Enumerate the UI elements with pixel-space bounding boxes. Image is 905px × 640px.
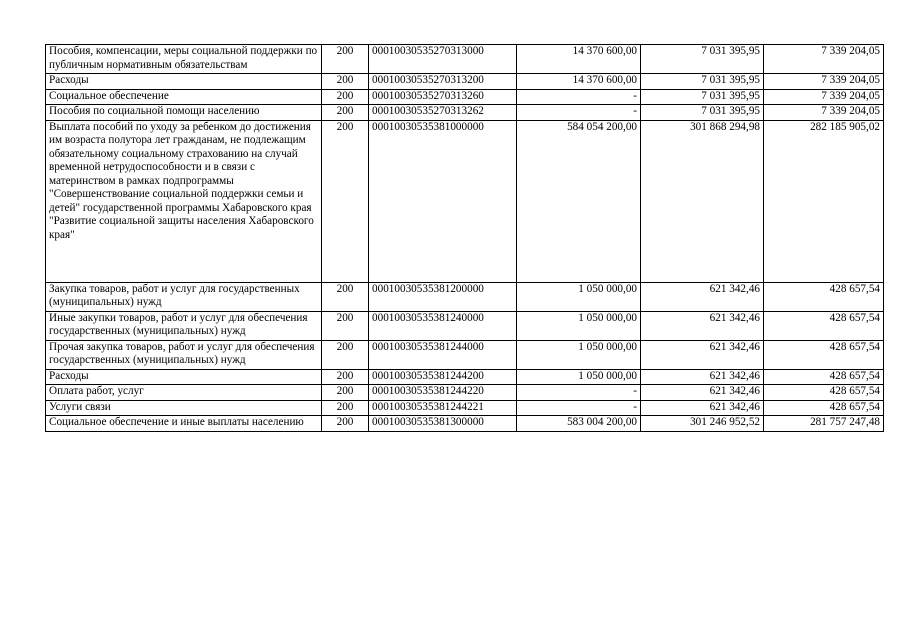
row-name: Расходы: [46, 369, 322, 385]
row-remaining: 428 657,54: [764, 385, 884, 401]
row-approved: -: [517, 105, 641, 121]
row-name: Закупка товаров, работ и услуг для государственных (муниципальных) нужд: [46, 282, 322, 311]
row-executed: 7 031 395,95: [641, 89, 764, 105]
row-approved: 1 050 000,00: [517, 311, 641, 340]
row-approved: 14 370 600,00: [517, 45, 641, 74]
row-name: Расходы: [46, 74, 322, 90]
row-kbk: 00010030535381244200: [369, 369, 517, 385]
row-approved: 583 004 200,00: [517, 416, 641, 432]
table-row: [46, 282, 884, 311]
row-executed: 301 246 952,52: [641, 416, 764, 432]
row-kbk: 00010030535270313260: [369, 89, 517, 105]
row-name: Социальное обеспечение: [46, 89, 322, 105]
row-executed: 621 342,46: [641, 400, 764, 416]
row-name: Иные закупки товаров, работ и услуг для обеспечения государственных (муниципальных) нужд: [46, 311, 322, 340]
row-approved: -: [517, 89, 641, 105]
row-remaining: 281 757 247,48: [764, 416, 884, 432]
row-code: 200: [322, 89, 369, 105]
row-executed: 7 031 395,95: [641, 45, 764, 74]
row-approved: 1 050 000,00: [517, 340, 641, 369]
row-kbk: 00010030535270313200: [369, 74, 517, 90]
row-code: 200: [322, 400, 369, 416]
table-row: [46, 311, 884, 340]
row-code: 200: [322, 369, 369, 385]
row-executed: 7 031 395,95: [641, 105, 764, 121]
row-name: Выплата пособий по уходу за ребенком до достижения им возраста полутора лет гражданам, не подлежащим обязательному социальному страхованию на случай временной нетрудоспособности и в связи с материнством в рамках подпрограммы "Совершенствование социальной поддержки семьи и детей" государственной программы Хабаровского края "Развитие социальной защиты населения Хабаровского края": [46, 120, 322, 282]
row-code: 200: [322, 74, 369, 90]
table-row: [46, 416, 884, 432]
table-row: [46, 45, 884, 74]
row-approved: 1 050 000,00: [517, 369, 641, 385]
budget-execution-table: [45, 44, 884, 432]
row-remaining: 7 339 204,05: [764, 89, 884, 105]
table-row: [46, 385, 884, 401]
row-executed: 621 342,46: [641, 282, 764, 311]
table-row: [46, 105, 884, 121]
row-executed: 621 342,46: [641, 340, 764, 369]
row-remaining: 7 339 204,05: [764, 74, 884, 90]
row-executed: 621 342,46: [641, 369, 764, 385]
row-code: 200: [322, 45, 369, 74]
row-code: 200: [322, 282, 369, 311]
row-code: 200: [322, 416, 369, 432]
row-approved: 1 050 000,00: [517, 282, 641, 311]
row-kbk: 00010030535381244221: [369, 400, 517, 416]
row-name: Оплата работ, услуг: [46, 385, 322, 401]
table-row: [46, 340, 884, 369]
row-remaining: 428 657,54: [764, 282, 884, 311]
row-remaining: 428 657,54: [764, 311, 884, 340]
row-code: 200: [322, 311, 369, 340]
row-approved: 584 054 200,00: [517, 120, 641, 282]
table-row: [46, 120, 884, 282]
row-executed: 621 342,46: [641, 311, 764, 340]
row-code: 200: [322, 120, 369, 282]
row-executed: 621 342,46: [641, 385, 764, 401]
row-kbk: 00010030535381300000: [369, 416, 517, 432]
row-name: Услуги связи: [46, 400, 322, 416]
row-kbk: 00010030535381244220: [369, 385, 517, 401]
row-name: Пособия по социальной помощи населению: [46, 105, 322, 121]
row-code: 200: [322, 385, 369, 401]
row-code: 200: [322, 340, 369, 369]
row-approved: -: [517, 385, 641, 401]
row-kbk: 00010030535381244000: [369, 340, 517, 369]
row-kbk: 00010030535381000000: [369, 120, 517, 282]
row-approved: -: [517, 400, 641, 416]
row-remaining: 7 339 204,05: [764, 105, 884, 121]
row-remaining: 428 657,54: [764, 369, 884, 385]
row-kbk: 00010030535381240000: [369, 311, 517, 340]
row-remaining: 282 185 905,02: [764, 120, 884, 282]
row-approved: 14 370 600,00: [517, 74, 641, 90]
row-executed: 301 868 294,98: [641, 120, 764, 282]
table-row: [46, 400, 884, 416]
row-kbk: 00010030535270313000: [369, 45, 517, 74]
row-name: Социальное обеспечение и иные выплаты населению: [46, 416, 322, 432]
row-name: Прочая закупка товаров, работ и услуг для обеспечения государственных (муниципальных) нужд: [46, 340, 322, 369]
table-row: [46, 89, 884, 105]
row-code: 200: [322, 105, 369, 121]
row-kbk: 00010030535270313262: [369, 105, 517, 121]
row-remaining: 7 339 204,05: [764, 45, 884, 74]
row-remaining: 428 657,54: [764, 340, 884, 369]
table-row: [46, 74, 884, 90]
row-remaining: 428 657,54: [764, 400, 884, 416]
row-name: Пособия, компенсации, меры социальной поддержки по публичным нормативным обязательствам: [46, 45, 322, 74]
row-executed: 7 031 395,95: [641, 74, 764, 90]
table-row: [46, 369, 884, 385]
row-kbk: 00010030535381200000: [369, 282, 517, 311]
